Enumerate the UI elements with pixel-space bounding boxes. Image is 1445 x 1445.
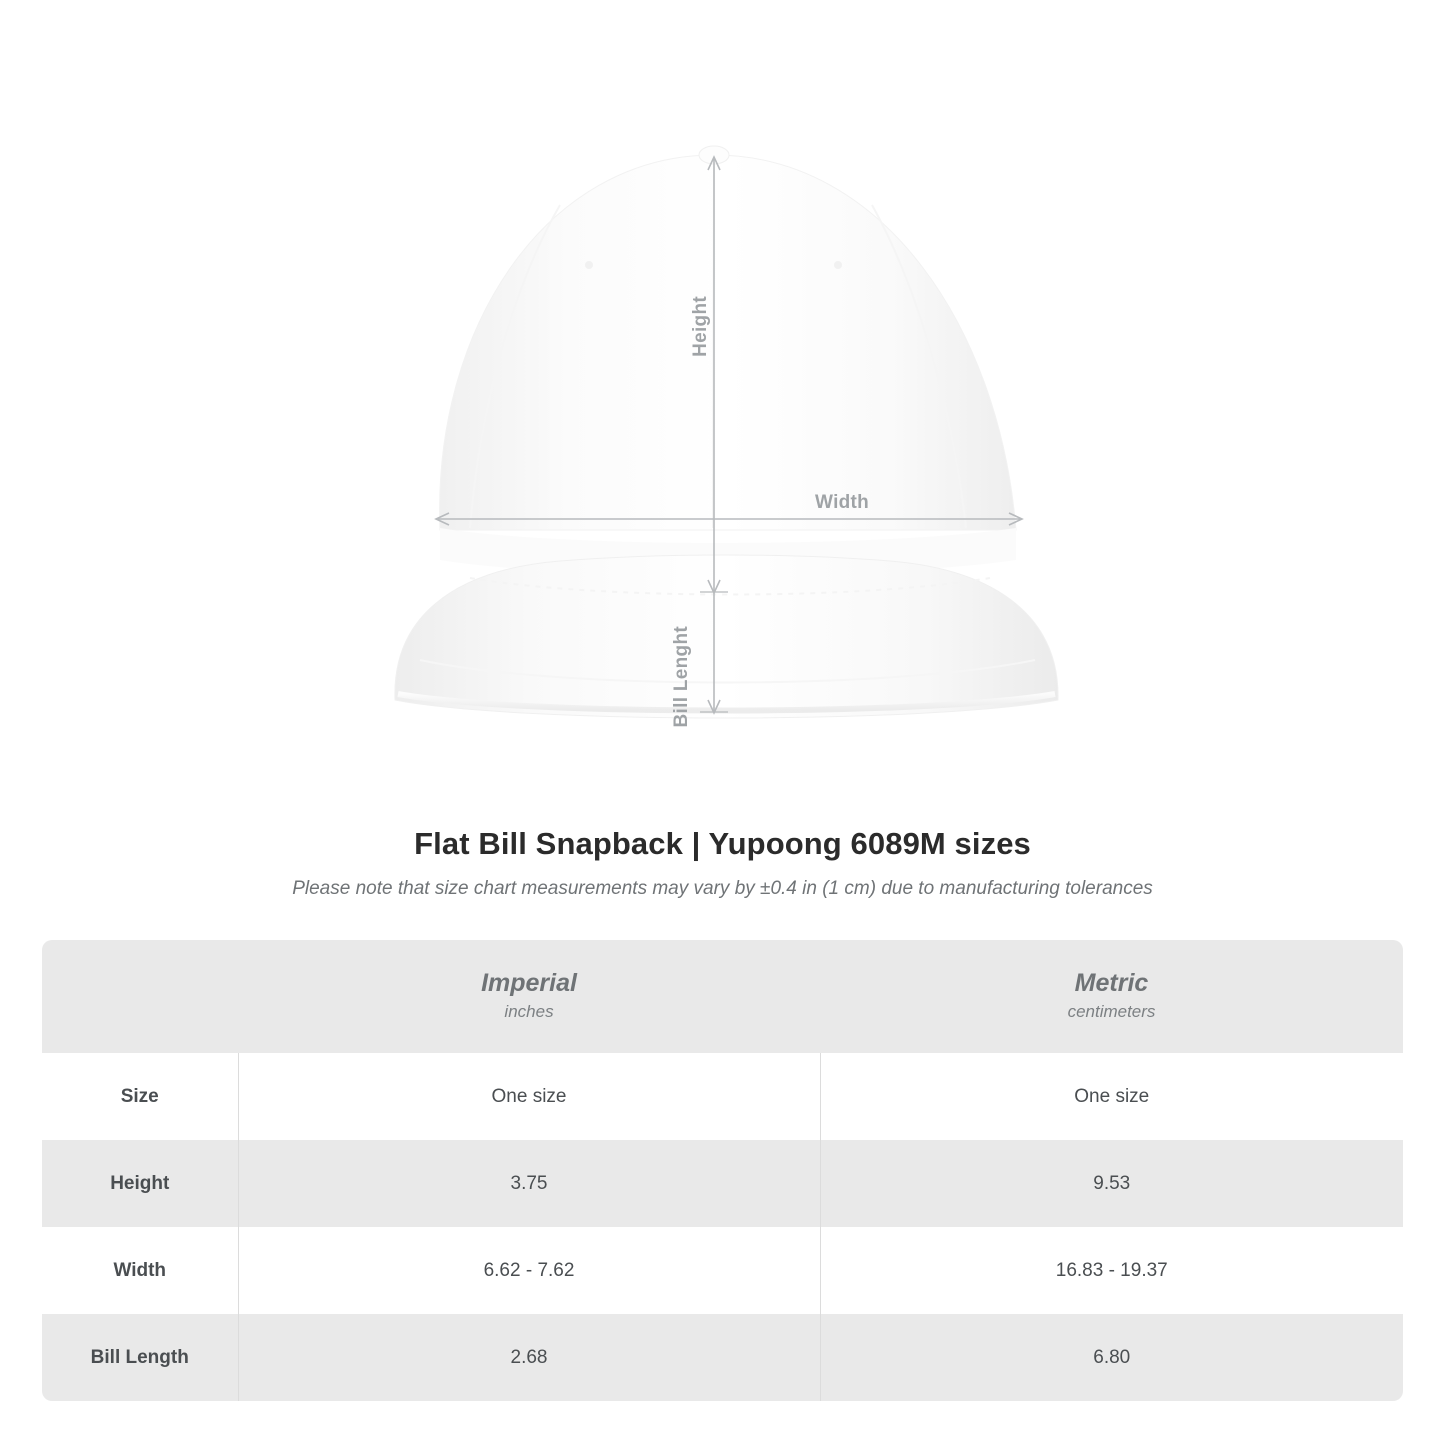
table-body xyxy=(42,1053,1403,1401)
metric-sublabel: centimeters xyxy=(1067,1002,1156,1022)
cell-bill-length-imperial: 2.68 xyxy=(238,1314,820,1401)
bill-length-label-line2: Lenght xyxy=(671,626,692,692)
table-row xyxy=(42,1053,1403,1140)
unit-header-blank xyxy=(42,940,238,1053)
tolerance-note: Please note that size chart measurements may vary by ±0.4 in (1 cm) due to manufacturing tolerances xyxy=(292,878,1153,899)
cell-bill-length-metric: 6.80 xyxy=(820,1314,1403,1401)
unit-header-imperial xyxy=(238,940,820,1053)
cell-size-imperial: One size xyxy=(238,1053,820,1140)
bill-length-label-line1: Bill xyxy=(671,696,692,728)
unit-header-metric xyxy=(820,940,1403,1053)
height-dimension-label: Height xyxy=(690,296,711,357)
title-block xyxy=(0,826,1445,900)
width-dimension-label: Width xyxy=(815,492,870,513)
row-label-height: Height xyxy=(42,1140,238,1227)
size-table-wrap xyxy=(42,940,1403,1401)
cell-width-metric: 16.83 - 19.37 xyxy=(820,1227,1403,1314)
cell-width-imperial: 6.62 - 7.62 xyxy=(238,1227,820,1314)
row-label-bill-length: Bill Length xyxy=(42,1314,238,1401)
imperial-label: Imperial xyxy=(481,969,577,998)
cell-height-metric: 9.53 xyxy=(820,1140,1403,1227)
row-label-width: Width xyxy=(42,1227,238,1314)
cell-height-imperial: 3.75 xyxy=(238,1140,820,1227)
bill-length-dimension-label xyxy=(672,626,693,727)
table-row xyxy=(42,1314,1403,1401)
page-title: Flat Bill Snapback | Yupoong 6089M sizes xyxy=(414,826,1031,861)
cell-size-metric: One size xyxy=(820,1053,1403,1140)
imperial-sublabel: inches xyxy=(504,1002,554,1022)
table-head xyxy=(42,940,1403,1053)
metric-label: Metric xyxy=(1074,969,1149,998)
unit-header-row xyxy=(42,940,1403,1053)
size-table xyxy=(42,940,1403,1401)
table-row xyxy=(42,1227,1403,1314)
table-row xyxy=(42,1140,1403,1227)
row-label-size: Size xyxy=(42,1053,238,1140)
